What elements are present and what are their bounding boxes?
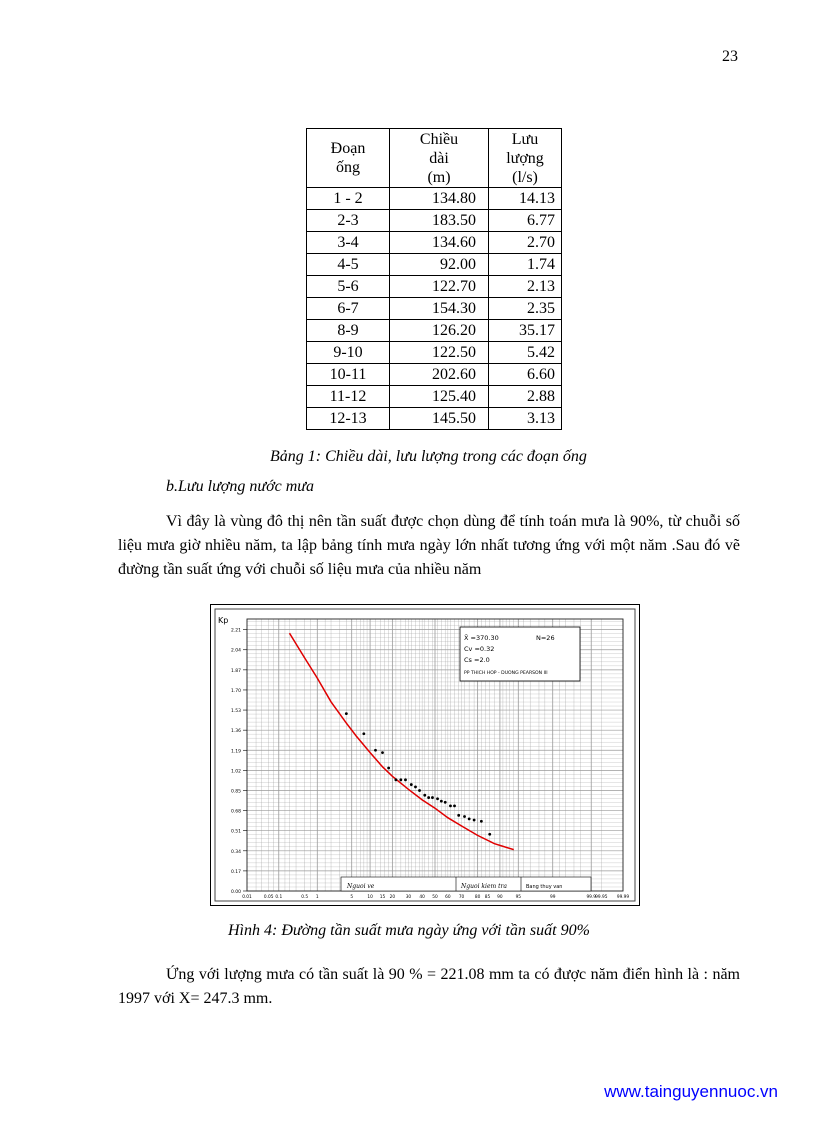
cell-flow: 2.70	[489, 232, 562, 254]
header-segment: Đoạn ống	[307, 129, 390, 188]
data-point	[440, 800, 443, 803]
paragraph-2-text: Ứng với lượng mưa có tần suất là 90 % = 221.08 mm ta có được năm điển hình là : năm 1997 với X= 247.3 mm.	[118, 966, 740, 1007]
cell-flow: 14.13	[489, 188, 562, 210]
table-row	[307, 232, 562, 254]
data-point	[473, 819, 476, 822]
cell-flow: 6.60	[489, 364, 562, 386]
header-length: Chiều dài (m)	[390, 129, 489, 188]
table-row	[307, 364, 562, 386]
cell-length: 183.50	[390, 210, 489, 232]
cell-segment: 1 - 2	[307, 188, 390, 210]
x-tick-label: 90	[497, 895, 503, 900]
page-number: 23	[722, 48, 738, 65]
y-axis-label: Kp	[218, 616, 229, 625]
y-tick-label: 0.68	[231, 809, 242, 815]
cell-length: 202.60	[390, 364, 489, 386]
cell-flow: 2.88	[489, 386, 562, 408]
cell-segment: 4-5	[307, 254, 390, 276]
table-row	[307, 320, 562, 342]
x-tick-label: 5	[350, 895, 354, 900]
cell-flow: 35.17	[489, 320, 562, 342]
stat-method: PP THICH HOP - DUONG PEARSON III	[464, 671, 548, 676]
x-tick-label: 0.05	[263, 895, 274, 900]
y-tick-label: 1.36	[231, 729, 242, 735]
data-point	[457, 814, 460, 817]
cell-segment: 11-12	[307, 386, 390, 408]
stat-cs: Cs =2.0	[464, 656, 490, 664]
data-point	[394, 778, 397, 781]
y-tick-label: 2.04	[231, 648, 242, 654]
table-row	[307, 386, 562, 408]
x-tick-label: 80	[474, 895, 481, 900]
data-point	[387, 767, 390, 770]
x-tick-label: 99.95	[595, 895, 608, 900]
y-tick-label: 1.19	[231, 749, 242, 755]
stat-cv: Cv =0.32	[464, 645, 495, 653]
data-point	[399, 778, 402, 781]
cell-length: 125.40	[390, 386, 489, 408]
x-tick-label: 30	[405, 895, 412, 900]
stat-n: N=26	[536, 634, 555, 642]
x-tick-label: 15	[379, 895, 386, 900]
cell-flow: 2.35	[489, 298, 562, 320]
cell-segment: 9-10	[307, 342, 390, 364]
cell-flow: 6.77	[489, 210, 562, 232]
cell-length: 122.70	[390, 276, 489, 298]
table-row	[307, 276, 562, 298]
y-tick-label: 0.34	[231, 849, 242, 855]
x-tick-label: 0.1	[275, 895, 283, 900]
x-tick-label: 1	[315, 895, 319, 900]
x-tick-label: 20	[389, 895, 396, 900]
cell-length: 122.50	[390, 342, 489, 364]
data-point	[418, 789, 421, 792]
footer-table-label: Bang thuy van	[526, 884, 563, 890]
paragraph-1-text: Vì đây là vùng đô thị nên tần suất được chọn dùng để tính toán mưa là 90%, từ chuỗi số liệu mưa giờ nhiều năm, ta lập bảng tính mưa ngày lớn nhất tương ứng với một năm .Sau đó vẽ đường tần suất ứng với chuỗi số liệu mưa của nhiều năm	[118, 513, 740, 578]
cell-flow: 3.13	[489, 408, 562, 430]
cell-segment: 3-4	[307, 232, 390, 254]
data-point	[427, 796, 430, 799]
figure-caption: Hình 4: Đường tần suất mưa ngày ứng với tần suất 90%	[228, 922, 590, 939]
y-tick-label: 1.87	[231, 668, 242, 674]
y-tick-label: 2.21	[231, 628, 242, 634]
cell-length: 145.50	[390, 408, 489, 430]
table-row	[307, 342, 562, 364]
y-tick-label: 0.85	[231, 789, 242, 795]
data-point	[423, 794, 426, 797]
paragraph-1	[118, 510, 740, 582]
data-point	[449, 804, 452, 807]
cell-flow: 1.74	[489, 254, 562, 276]
cell-segment: 6-7	[307, 298, 390, 320]
data-point	[345, 712, 348, 715]
cell-length: 154.30	[390, 298, 489, 320]
frequency-curve-chart	[210, 604, 640, 906]
data-point	[362, 732, 365, 735]
section-heading: b.Lưu lượng nước mưa	[166, 478, 314, 495]
chart-footer	[341, 877, 591, 891]
table-row	[307, 210, 562, 232]
stat-mean: X̄ =370.30	[464, 634, 499, 642]
y-tick-label: 0.00	[231, 890, 242, 895]
table-row	[307, 254, 562, 276]
cell-flow: 5.42	[489, 342, 562, 364]
cell-length: 92.00	[390, 254, 489, 276]
x-tick-label: 0.01	[242, 895, 252, 900]
x-tick-label: 70	[458, 895, 465, 900]
x-tick-label: 95	[515, 895, 522, 900]
x-tick-label: 50	[432, 895, 438, 900]
table-row	[307, 408, 562, 430]
table-row	[307, 188, 562, 210]
x-tick-label: 99	[549, 895, 556, 900]
cell-segment: 2-3	[307, 210, 390, 232]
x-tick-label: 85	[484, 895, 491, 900]
cell-length: 134.80	[390, 188, 489, 210]
data-point	[463, 815, 466, 818]
data-point	[410, 783, 413, 786]
data-point	[436, 797, 439, 800]
paragraph-2	[118, 963, 740, 1011]
y-tick-label: 0.17	[231, 869, 242, 875]
x-tick-label: 40	[419, 895, 425, 900]
data-point	[404, 778, 407, 781]
table-caption: Bảng 1: Chiều dài, lưu lượng trong các đoạn ống	[270, 448, 587, 465]
y-tick-label: 1.70	[231, 688, 242, 694]
stats-box	[460, 627, 580, 681]
cell-segment: 10-11	[307, 364, 390, 386]
data-point	[453, 804, 456, 807]
data-point	[468, 817, 471, 820]
footer-drawn-by: Nguoi ve	[347, 883, 375, 890]
table-header-row	[307, 129, 562, 188]
cell-flow: 2.13	[489, 276, 562, 298]
data-point	[488, 833, 491, 836]
y-tick-label: 1.02	[231, 769, 242, 775]
cell-segment: 8-9	[307, 320, 390, 342]
x-tick-label: 60	[445, 895, 451, 900]
data-point	[480, 820, 483, 823]
x-tick-label: 10	[367, 895, 373, 900]
data-point	[431, 796, 434, 799]
x-tick-label: 0.5	[301, 895, 309, 900]
cell-length: 134.60	[390, 232, 489, 254]
footer-checked-by: Nguoi kiem tra	[461, 883, 507, 890]
pipe-segment-table	[306, 128, 562, 430]
y-tick-label: 1.53	[231, 709, 242, 715]
cell-segment: 5-6	[307, 276, 390, 298]
cell-segment: 12-13	[307, 408, 390, 430]
data-point	[414, 786, 417, 789]
header-flow: Lưu lượng (l/s)	[489, 129, 562, 188]
data-point	[381, 751, 384, 754]
y-tick-label: 0.51	[231, 829, 242, 835]
data-point	[444, 801, 447, 804]
x-tick-label: 99.99	[616, 895, 630, 900]
cell-length: 126.20	[390, 320, 489, 342]
table-row	[307, 298, 562, 320]
website-link[interactable]: www.tainguyennuoc.vn	[604, 1082, 778, 1101]
data-point	[374, 749, 377, 752]
x-tick-label: 99.9	[586, 895, 597, 900]
